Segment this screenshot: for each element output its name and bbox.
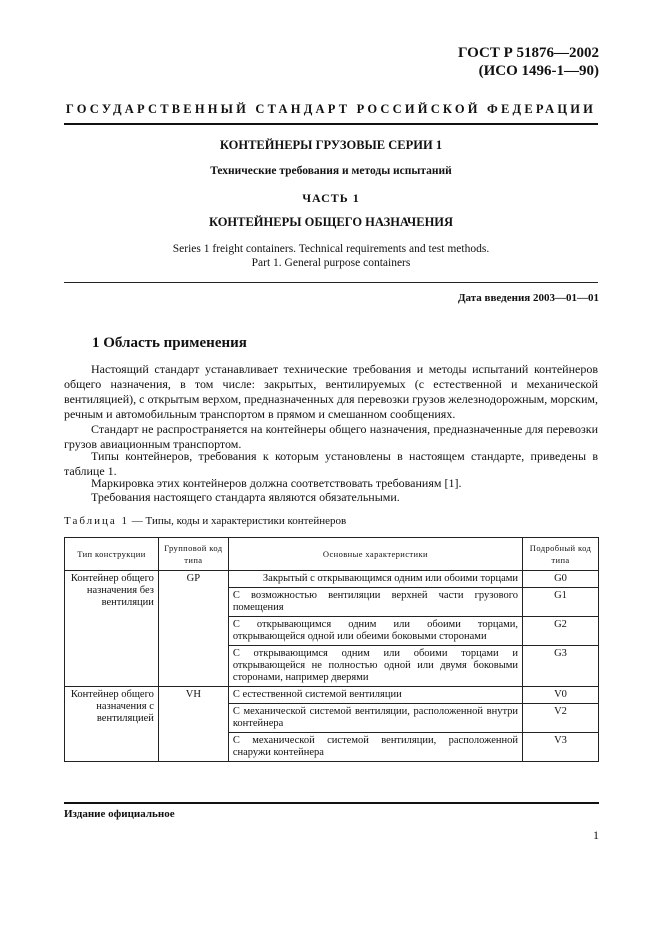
type-code-cell: V3 <box>523 733 599 762</box>
type-code-cell: G2 <box>523 617 599 646</box>
table-row <box>65 687 599 704</box>
table-header-cell: Подробный код типа <box>523 538 599 571</box>
part-title: КОНТЕЙНЕРЫ ОБЩЕГО НАЗНАЧЕНИЯ <box>208 215 454 229</box>
standard-title: КОНТЕЙНЕРЫ ГРУЗОВЫЕ СЕРИИ 1 <box>219 138 443 152</box>
section-heading: 1 Область применения <box>92 335 247 351</box>
table-caption-label: Таблица 1 <box>64 515 130 527</box>
characteristic-cell: С открывающимся одним или обоими торцами и открывающейся не полностью одной или двумя боковыми сторонами, например дверями <box>228 646 522 687</box>
part-number: ЧАСТЬ 1 <box>302 191 360 205</box>
paragraph: Требования настоящего стандарта являются обязательными. <box>91 490 400 504</box>
gost-designation <box>458 44 599 80</box>
paragraph: Маркировка этих контейнеров должна соответствовать требованиям [1]. <box>91 476 462 490</box>
type-code-cell: G3 <box>523 646 599 687</box>
header-rule <box>64 123 598 125</box>
type-code-cell: G0 <box>523 571 599 588</box>
standard-subtitle: Технические требования и методы испытаний <box>210 165 452 177</box>
characteristic-cell: С механической системой вентиляции, расположенной снаружи контейнера <box>228 733 522 762</box>
characteristic-cell: С механической системой вентиляции, расположенной внутри контейнера <box>228 704 522 733</box>
construction-type-cell: Контейнер общего назначения без вентиляции <box>65 571 159 687</box>
table-header-row <box>65 538 599 571</box>
english-title <box>64 242 598 270</box>
characteristic-cell: С естественной системой вентиляции <box>228 687 522 704</box>
table-header-cell: Тип конструкции <box>65 538 159 571</box>
english-title-line2: Part 1. General purpose containers <box>251 257 411 269</box>
english-title-line1: Series 1 freight containers. Technical requirements and test methods. <box>172 243 490 255</box>
table-row <box>65 571 599 588</box>
paragraph: Настоящий стандарт устанавливает технические требования и методы испытаний контейнеров общего назначения, в том числе: закрытых, вентилируемых (с естественной и механической вентиляцией), с открытым верхом, предназначенных для перевозки грузов железнодорожным, морским, речным и автомобильным транспортом в прямом и смешанном сообщениях. <box>64 362 598 421</box>
table-caption <box>64 515 346 527</box>
type-code-cell: V2 <box>523 704 599 733</box>
characteristic-cell: С открывающимся одним или обоими торцами, открывающейся одной или обеими боковыми сторонами <box>228 617 522 646</box>
page-number: 1 <box>593 828 599 842</box>
type-code-cell: G1 <box>523 588 599 617</box>
effective-date: Дата введения 2003—01—01 <box>457 292 599 304</box>
table-header-cell: Основные характеристики <box>228 538 522 571</box>
group-code-cell: VH <box>158 687 228 762</box>
container-types-table <box>64 537 599 762</box>
paragraph: Типы контейнеров, требования к которым установлены в настоящем стандарте, приведены в таблице 1. <box>64 449 598 478</box>
paragraph: Стандарт не распространяется на контейнеры общего назначения, предназначенные для перевозки грузов авиационным транспортом. <box>64 422 598 451</box>
characteristic-cell: Закрытый с открывающимся одним или обоими торцами <box>228 571 522 588</box>
characteristic-cell: С возможностью вентиляции верхней части грузового помещения <box>228 588 522 617</box>
table-header-cell: Групповой код типа <box>158 538 228 571</box>
title-rule <box>64 282 598 283</box>
iso-number: (ИСО 1496-1—90) <box>478 63 599 79</box>
official-edition-label: Издание официальное <box>64 808 175 820</box>
group-code-cell: GP <box>158 571 228 687</box>
construction-type-cell: Контейнер общего назначения с вентиляцией <box>65 687 159 762</box>
type-code-cell: V0 <box>523 687 599 704</box>
footer-rule <box>64 802 599 804</box>
state-standard-banner: ГОСУДАРСТВЕННЫЙ СТАНДАРТ РОССИЙСКОЙ ФЕДЕРАЦИИ <box>65 102 597 116</box>
gost-number: ГОСТ Р 51876—2002 <box>457 45 599 61</box>
table-caption-text: — Типы, коды и характеристики контейнеров <box>129 515 347 527</box>
